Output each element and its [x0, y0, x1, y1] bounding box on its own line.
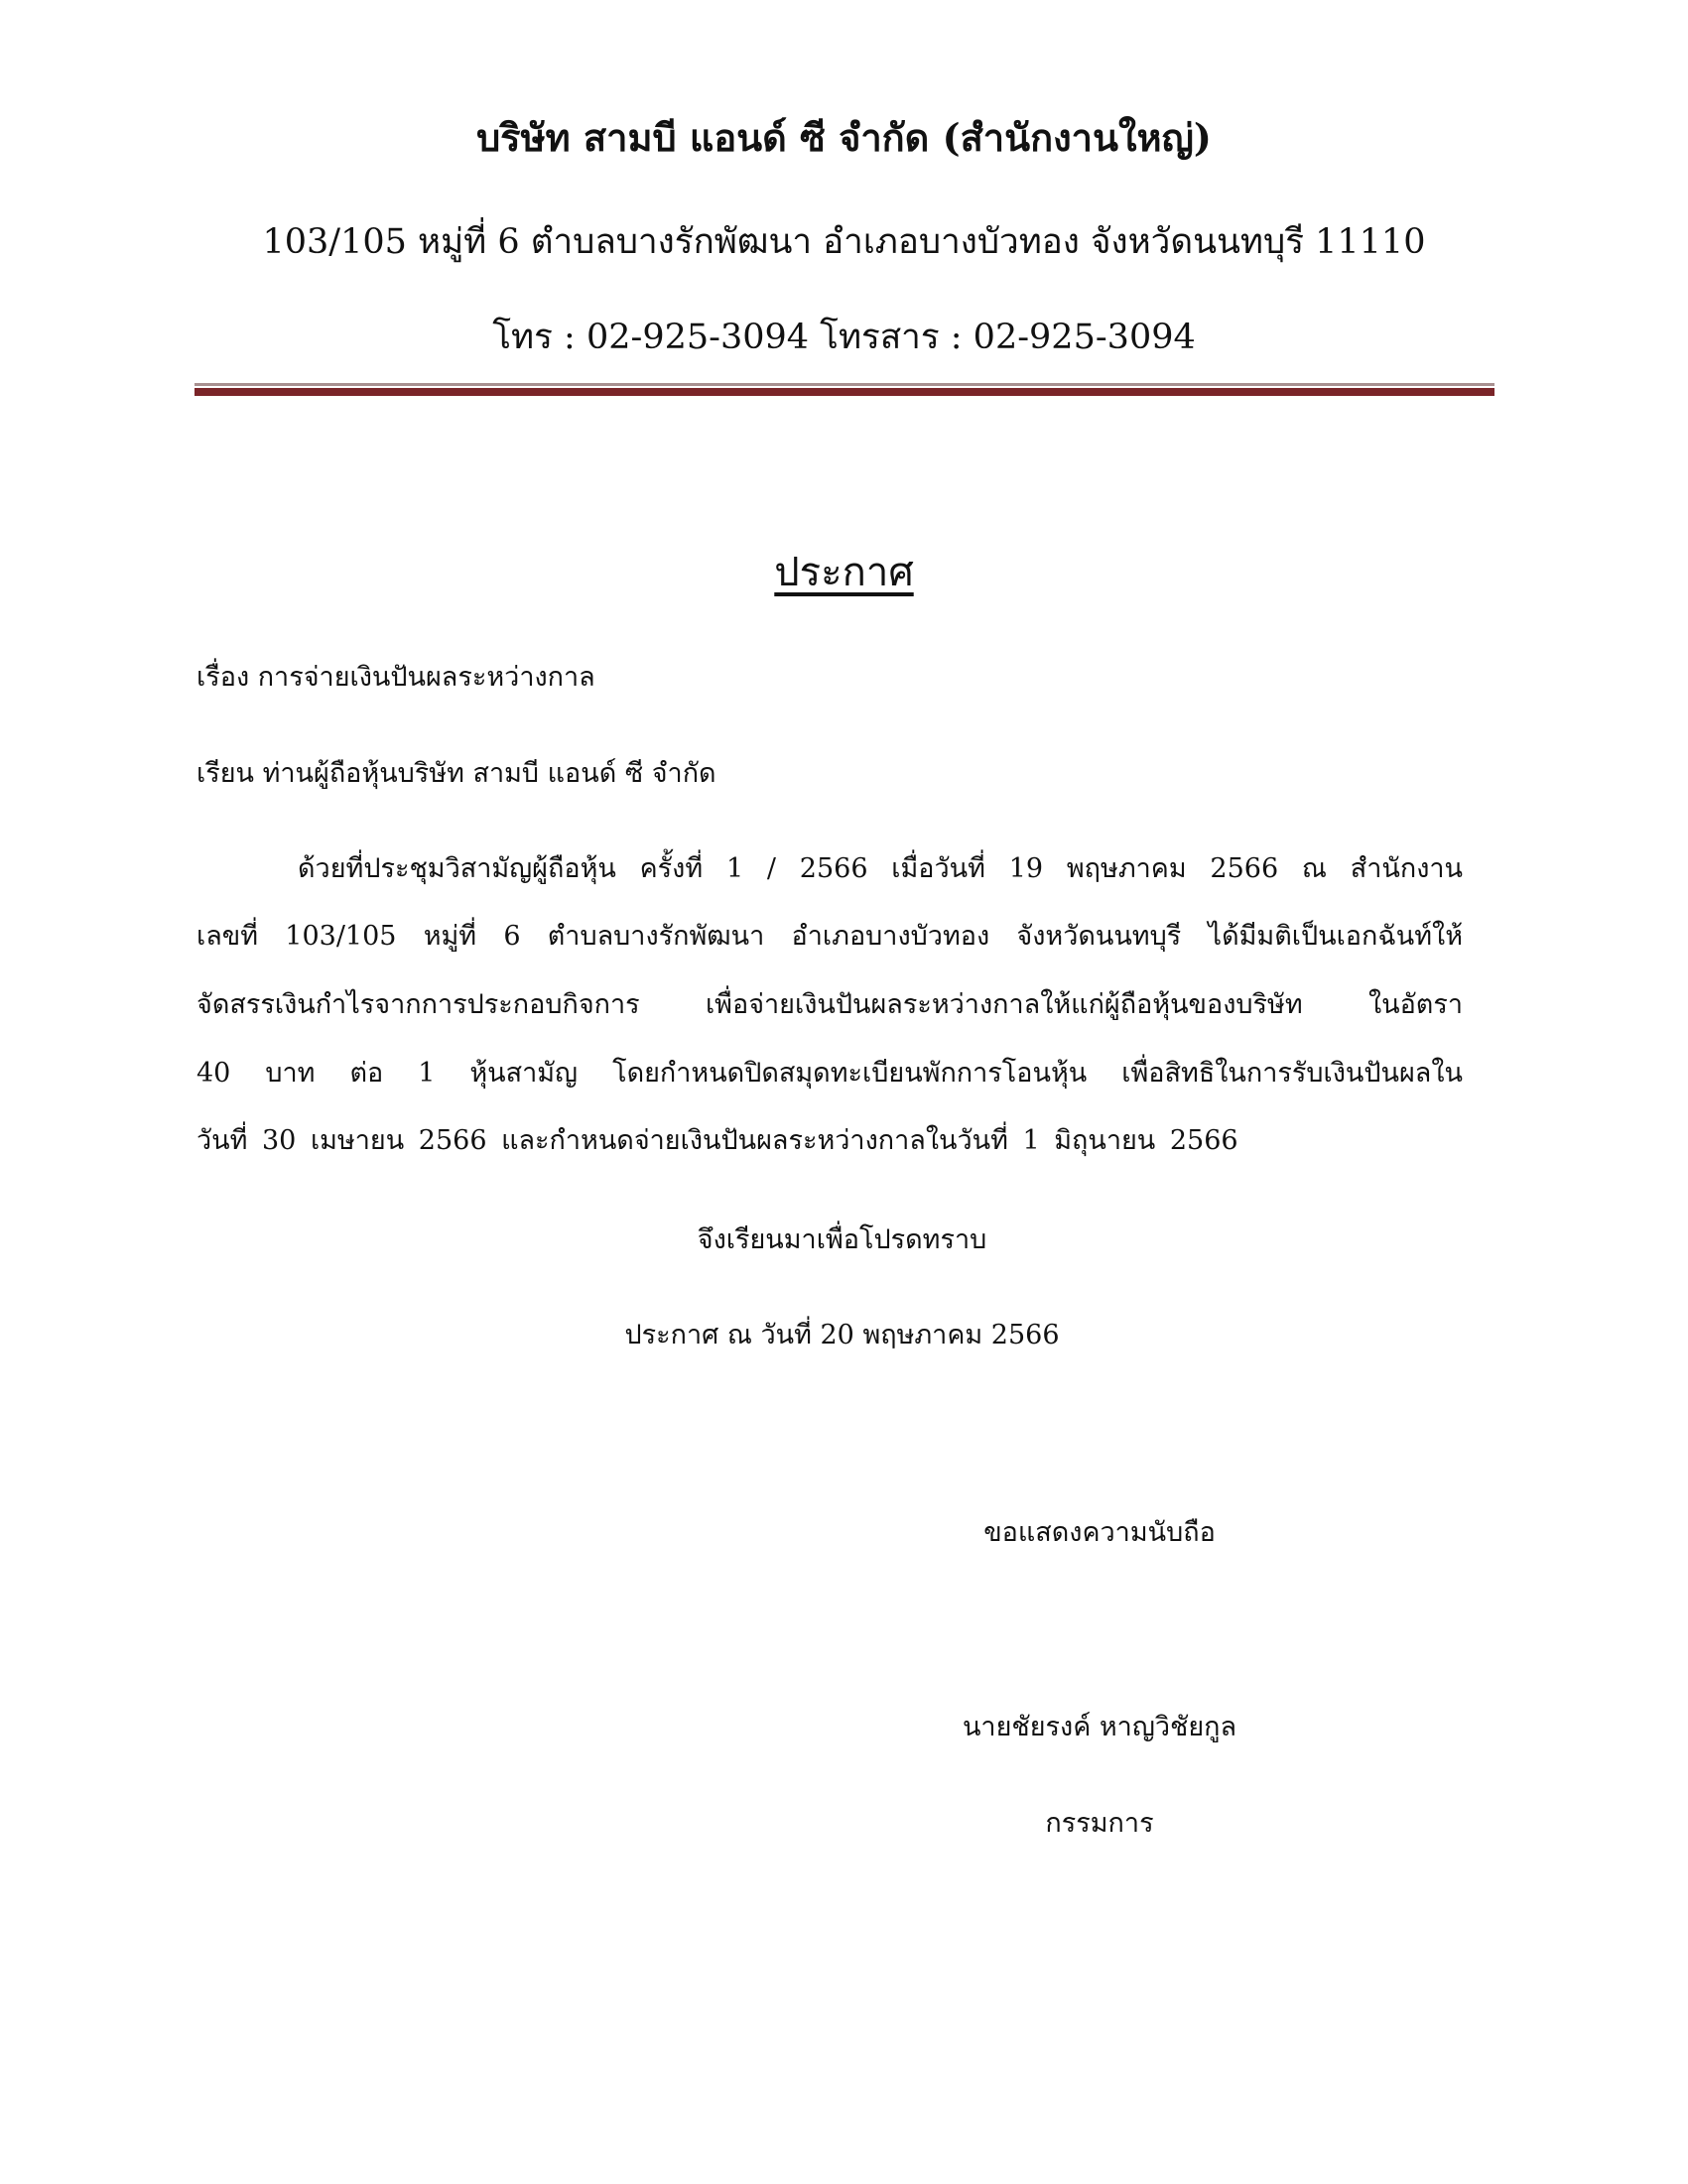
signer-position: กรรมการ	[1045, 1808, 1154, 1839]
regards-line: ขอแสดงความนับถือ	[983, 1517, 1216, 1548]
signer-name: นายชัยรงค์ หาญวิชัยกูล	[962, 1712, 1237, 1742]
letterhead-divider-thick	[195, 388, 1494, 396]
subject-line: เรื่อง การจ่ายเงินปันผลระหว่างกาล	[196, 662, 595, 693]
company-name: บริษัท สามบี แอนด์ ซี จำกัด (สำนักงานใหญ่)	[476, 115, 1212, 160]
closing-line: จึงเรียนมาเพื่อโปรดทราบ	[697, 1224, 987, 1255]
body-paragraph-line: เลขที่ 103/105 หมู่ที่ 6 ตำบลบางรักพัฒนา อำเภอบางบัวทอง จังหวัดนนทบุรี ได้มีมติเป็นเอกฉันท์ให้	[196, 921, 1463, 952]
body-paragraph-line: ด้วยที่ประชุมวิสามัญผู้ถือหุ้น ครั้งที่ 1 / 2566 เมื่อวันที่ 19 พฤษภาคม 2566 ณ สำนักงาน	[298, 853, 1463, 884]
letterhead-divider-thin	[195, 383, 1494, 386]
announcement-date: ประกาศ ณ วันที่ 20 พฤษภาคม 2566	[624, 1320, 1060, 1350]
recipient-line: เรียน ท่านผู้ถือหุ้นบริษัท สามบี แอนด์ ซี จำกัด	[196, 758, 716, 789]
body-paragraph-line: วันที่ 30 เมษายน 2566 และกำหนดจ่ายเงินปันผลระหว่างกาลในวันที่ 1 มิถุนายน 2566	[196, 1125, 1238, 1156]
company-contact: โทร : 02-925-3094 โทรสาร : 02-925-3094	[492, 318, 1196, 357]
body-paragraph-line: จัดสรรเงินกำไรจากการประกอบกิจการ เพื่อจ่ายเงินปันผลระหว่างกาลให้แก่ผู้ถือหุ้นของบริษัท ในอัตรา	[196, 989, 1463, 1020]
document-title: ประกาศ	[774, 550, 914, 595]
company-address: 103/105 หมู่ที่ 6 ตำบลบางรักพัฒนา อำเภอบางบัวทอง จังหวัดนนทบุรี 11110	[262, 222, 1426, 262]
body-paragraph-line: 40 บาท ต่อ 1 หุ้นสามัญ โดยกำหนดปิดสมุดทะเบียนพักการโอนหุ้น เพื่อสิทธิในการรับเงินปันผลใน	[196, 1058, 1463, 1089]
